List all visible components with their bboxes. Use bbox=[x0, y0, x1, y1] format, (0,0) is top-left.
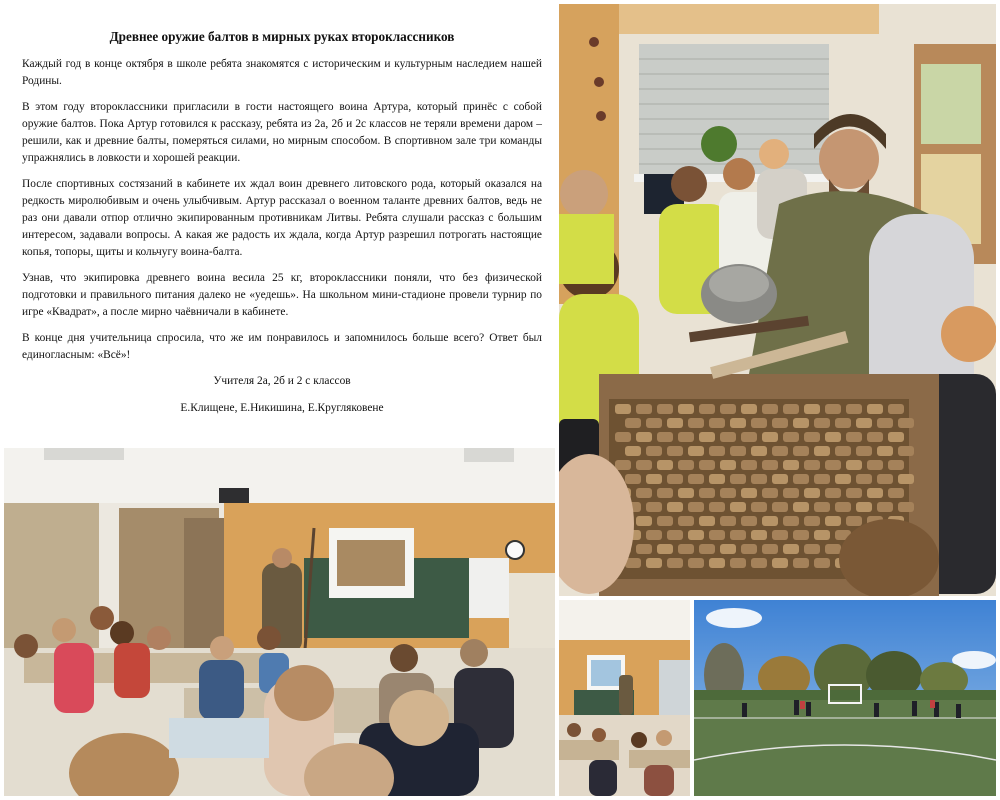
armor-scale bbox=[667, 446, 683, 456]
armor-scale bbox=[688, 474, 704, 484]
armor-scale bbox=[835, 446, 851, 456]
armor-scale bbox=[678, 404, 694, 414]
armor-scale bbox=[646, 474, 662, 484]
armor-scale bbox=[772, 474, 788, 484]
armor-scale bbox=[667, 418, 683, 428]
armor-scale bbox=[846, 516, 862, 526]
armor-scale bbox=[888, 460, 904, 470]
armor-scale bbox=[877, 418, 893, 428]
armor-scale bbox=[709, 474, 725, 484]
armor-scale bbox=[835, 474, 851, 484]
armor-scale bbox=[667, 474, 683, 484]
armor-scale bbox=[709, 558, 725, 568]
armor-scale bbox=[825, 404, 841, 414]
armor-scale bbox=[762, 516, 778, 526]
armor-scale bbox=[783, 460, 799, 470]
armor-scale bbox=[825, 516, 841, 526]
armor-scale bbox=[678, 432, 694, 442]
armor-scale bbox=[720, 404, 736, 414]
armor-scale bbox=[678, 488, 694, 498]
armor-scale bbox=[846, 404, 862, 414]
armor-scale bbox=[657, 432, 673, 442]
article-paragraph: В конце дня учительница спросила, что же им понравилось и запомнилось больше всего? Ответ был единогласным: «Всё»! bbox=[22, 332, 542, 361]
armor-scale bbox=[615, 404, 631, 414]
armor-scale bbox=[772, 446, 788, 456]
armor-scale bbox=[625, 418, 641, 428]
armor-scale bbox=[814, 530, 830, 540]
photo-classroom-small bbox=[559, 600, 690, 796]
armor-scale bbox=[762, 404, 778, 414]
armor-scale bbox=[814, 502, 830, 512]
armor-scale bbox=[688, 502, 704, 512]
armor-scale bbox=[751, 474, 767, 484]
armor-scale bbox=[741, 460, 757, 470]
armor-scale bbox=[741, 488, 757, 498]
armor-scale bbox=[636, 460, 652, 470]
armor-scale bbox=[678, 544, 694, 554]
armor-scale bbox=[709, 502, 725, 512]
armor-scale bbox=[793, 474, 809, 484]
armor-scale bbox=[898, 418, 914, 428]
photo-classroom bbox=[4, 448, 555, 796]
armor-scale bbox=[783, 488, 799, 498]
article-paragraph: В этом году второклассники пригласили в гости настоящего воина Артура, который принёс с собой оружие балтов. Пока Артур готовился к рассказу, ребята из 2а, 2б и 2с классов не теряли времени даром – решили, как и древние балты, померяться силами, но мирным способом. В спортивном зале три команды упражнялись в ловкости и хорошей реакции. bbox=[22, 101, 542, 164]
armor-scale bbox=[772, 418, 788, 428]
armor-scale bbox=[636, 404, 652, 414]
armor-scale bbox=[888, 404, 904, 414]
armor-scale bbox=[804, 544, 820, 554]
armor-scale bbox=[867, 404, 883, 414]
armor-scale bbox=[856, 502, 872, 512]
armor-scale bbox=[783, 404, 799, 414]
armor-scale bbox=[730, 418, 746, 428]
armor-scale bbox=[888, 488, 904, 498]
armor-scale bbox=[814, 558, 830, 568]
armor-scale bbox=[720, 432, 736, 442]
armor-scale bbox=[772, 530, 788, 540]
armor-scale bbox=[793, 558, 809, 568]
armor-scale bbox=[625, 474, 641, 484]
armor-scale bbox=[793, 502, 809, 512]
armor-scale bbox=[877, 446, 893, 456]
armor-scale bbox=[646, 502, 662, 512]
armor-scale bbox=[846, 488, 862, 498]
armor-scale bbox=[856, 446, 872, 456]
armor-scale bbox=[877, 502, 893, 512]
armor-scale bbox=[898, 446, 914, 456]
armor-scale bbox=[825, 488, 841, 498]
armor-scale bbox=[688, 530, 704, 540]
armor-scale bbox=[615, 460, 631, 470]
armor-scale bbox=[709, 530, 725, 540]
armor-scale bbox=[730, 530, 746, 540]
armor-scale bbox=[699, 516, 715, 526]
armor-scale bbox=[667, 502, 683, 512]
armor-scale bbox=[625, 446, 641, 456]
armor-scale bbox=[762, 460, 778, 470]
armor-scale bbox=[699, 460, 715, 470]
armor-scale bbox=[730, 502, 746, 512]
armor-scale bbox=[636, 544, 652, 554]
article-paragraph: Узнав, что экипировка древнего воина весила 25 кг, второклассники поняли, что без физической подготовки и правильного питания далеко не «уедешь». На школьном мини-стадионе провели турнир по игре «Квадрат», а после мирно чаёвничали в кабинете. bbox=[22, 272, 542, 318]
armor-scale bbox=[636, 488, 652, 498]
armor-scale bbox=[877, 474, 893, 484]
armor-scale bbox=[762, 432, 778, 442]
armor-scale bbox=[772, 558, 788, 568]
armor-scale bbox=[741, 544, 757, 554]
armor-scale bbox=[793, 446, 809, 456]
armor-scale bbox=[846, 460, 862, 470]
armor-scale bbox=[793, 418, 809, 428]
armor-scale bbox=[888, 432, 904, 442]
armor-scale bbox=[762, 544, 778, 554]
armor-scale bbox=[699, 404, 715, 414]
armor-scale bbox=[772, 502, 788, 512]
photo-stadium bbox=[694, 600, 996, 796]
armor-scale bbox=[898, 502, 914, 512]
armor-scale bbox=[856, 418, 872, 428]
armor-scale bbox=[646, 418, 662, 428]
article-signature: Учителя 2а, 2б и 2 с классов bbox=[213, 375, 351, 387]
armor-scale bbox=[751, 558, 767, 568]
armor-scale bbox=[856, 474, 872, 484]
article bbox=[22, 28, 542, 438]
armor-scale bbox=[646, 558, 662, 568]
armor-scale bbox=[688, 558, 704, 568]
armor-scale bbox=[657, 488, 673, 498]
armor-scale bbox=[867, 432, 883, 442]
armor-scale bbox=[835, 418, 851, 428]
armor-scale bbox=[646, 446, 662, 456]
armor-scale bbox=[667, 530, 683, 540]
armor-scale bbox=[657, 460, 673, 470]
armor-scale bbox=[646, 530, 662, 540]
armor-scale bbox=[804, 404, 820, 414]
armor-scale bbox=[730, 446, 746, 456]
armor-scale bbox=[751, 502, 767, 512]
armor-scale bbox=[783, 516, 799, 526]
armor-scale bbox=[741, 404, 757, 414]
armor-scale bbox=[636, 516, 652, 526]
armor-scale bbox=[730, 558, 746, 568]
article-paragraph: После спортивных состязаний в кабинете их ждал воин древнего литовского рода, который оказался на редкость миролюбивым и очень улыбчивым. Артур рассказал о военном таланте древних балтов, ведь не раз они давали отпор отлично экипированным противникам Литвы. Ребята слушали рассказ с большим интересом, задавали вопросы. А какая же радость их ждала, когда Артур разрешил потрогать настоящие копья, топоры, щиты и кольчугу воина-балта. bbox=[22, 178, 542, 258]
armor-scale bbox=[804, 460, 820, 470]
armor-scale bbox=[720, 544, 736, 554]
armor-scale bbox=[709, 418, 725, 428]
armor-scale bbox=[699, 432, 715, 442]
armor-scale bbox=[825, 544, 841, 554]
armor-scale bbox=[678, 516, 694, 526]
armor-scale bbox=[657, 516, 673, 526]
armor-scale bbox=[709, 446, 725, 456]
photo-warrior-armor bbox=[559, 4, 996, 596]
armor-scale bbox=[720, 516, 736, 526]
armor-scale bbox=[804, 432, 820, 442]
armor-scale bbox=[741, 516, 757, 526]
armor-scale bbox=[867, 460, 883, 470]
armor-scale bbox=[730, 474, 746, 484]
article-paragraph: Каждый год в конце октября в школе ребята знакомятся с историческим и культурным наследием нашей Родины. bbox=[22, 58, 542, 87]
armor-scale bbox=[814, 474, 830, 484]
article-authors: Е.Клищене, Е.Никишина, Е.Кругляковене bbox=[180, 402, 384, 414]
armor-scale bbox=[751, 446, 767, 456]
armor-scale bbox=[636, 432, 652, 442]
armor-scale bbox=[846, 432, 862, 442]
armor-scale bbox=[825, 432, 841, 442]
armor-scale bbox=[667, 558, 683, 568]
armor-scale bbox=[793, 530, 809, 540]
armor-scale bbox=[688, 418, 704, 428]
armor-scale bbox=[720, 488, 736, 498]
armor-scale bbox=[615, 432, 631, 442]
article-title: Древнее оружие балтов в мирных руках второклассников bbox=[109, 29, 455, 44]
armor-scale bbox=[699, 544, 715, 554]
armor-scale bbox=[814, 418, 830, 428]
armor-scale bbox=[751, 530, 767, 540]
armor-scale bbox=[751, 418, 767, 428]
armor-scale bbox=[814, 446, 830, 456]
armor-scale bbox=[720, 460, 736, 470]
armor-scale bbox=[804, 516, 820, 526]
armor-scale bbox=[835, 502, 851, 512]
armor-scale bbox=[657, 404, 673, 414]
armor-scale bbox=[657, 544, 673, 554]
armor-scale bbox=[867, 488, 883, 498]
armor-scale bbox=[825, 460, 841, 470]
armor-scale bbox=[898, 474, 914, 484]
armor-scale bbox=[688, 446, 704, 456]
armor-scale bbox=[699, 488, 715, 498]
armor-scale bbox=[804, 488, 820, 498]
armor-scale bbox=[783, 432, 799, 442]
armor-scale bbox=[762, 488, 778, 498]
armor-scale bbox=[678, 460, 694, 470]
armor-scale bbox=[741, 432, 757, 442]
armor-scale bbox=[783, 544, 799, 554]
